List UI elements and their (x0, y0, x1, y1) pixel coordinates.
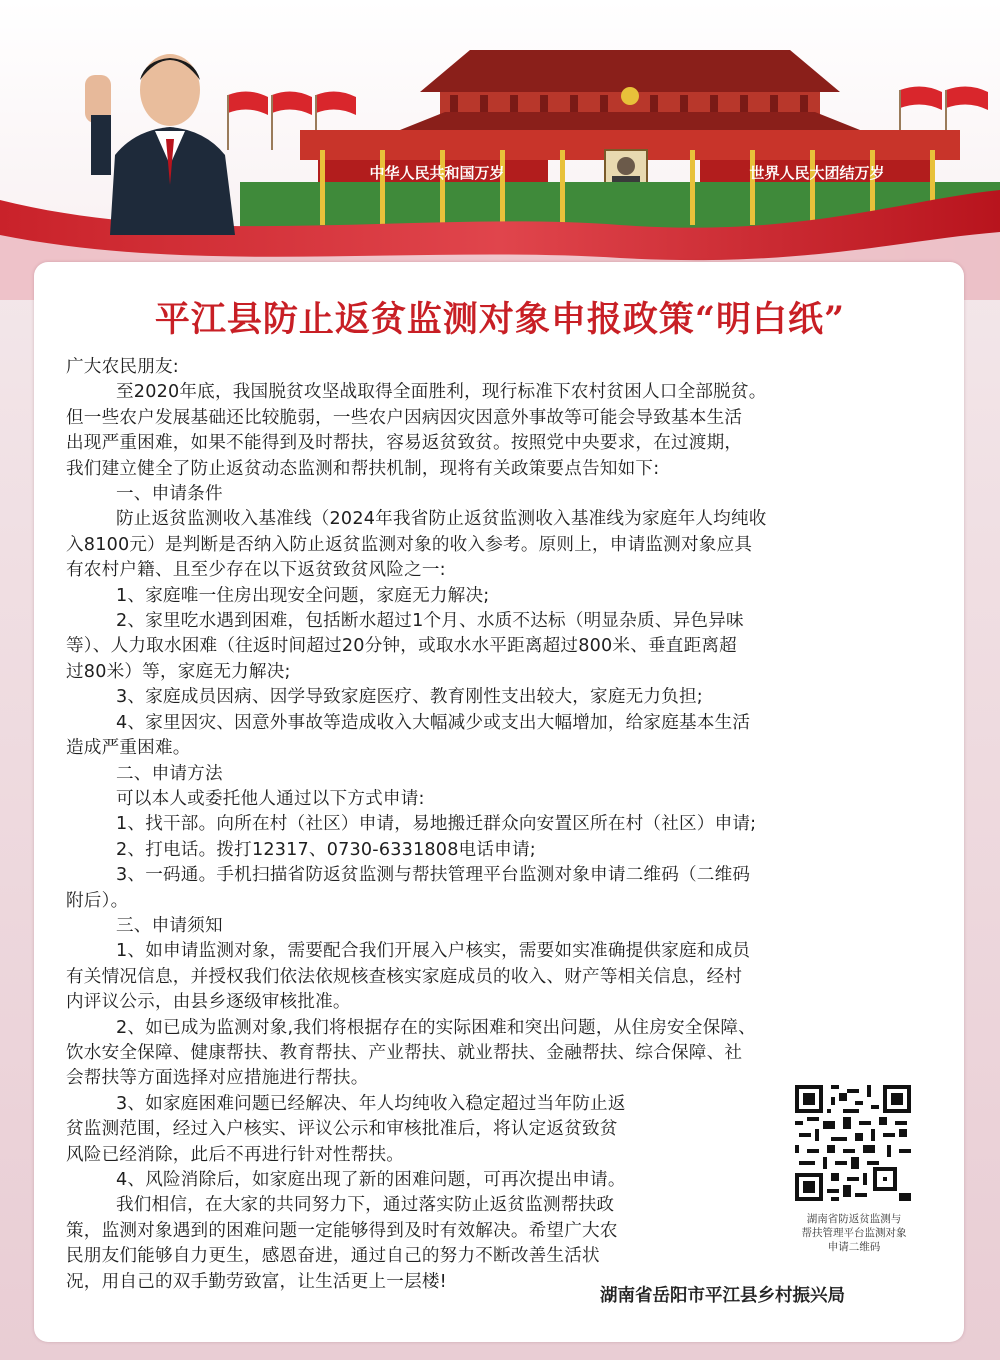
intro-line: 我们建立健全了防止返贫动态监测和帮扶机制，现将有关政策要点告知如下: (66, 458, 660, 479)
body-line: 策，监测对象遇到的困难问题一定能够得到及时有效解决。希望广大农 (66, 1220, 618, 1241)
body-line: 3、如家庭困难问题已经解决、年人均纯收入稳定超过当年防止返 (116, 1093, 626, 1114)
body-line: 有农村户籍、且至少存在以下返贫致贫风险之一: (66, 560, 446, 581)
body-line: 1、找干部。向所在村（社区）申请，易地搬迁群众向安置区所在村（社区）申请; (116, 814, 757, 835)
section-heading-notice: 三、申请须知 (116, 915, 223, 936)
qr-caption (782, 1212, 926, 1254)
intro-line: 但一些农户发展基础还比较脆弱，一些农户因病因灾因意外事故等可能会导致基本生活 (66, 407, 743, 428)
intro-line: 出现严重困难，如果不能得到及时帮扶，容易返贫致贫。按照党中央要求，在过渡期， (66, 433, 743, 454)
body-line: 1、如申请监测对象，需要配合我们开展入户核实，需要如实准确提供家庭和成员 (116, 941, 751, 962)
body-line: 民朋友们能够自力更生，感恩奋进，通过自己的努力不断改善生活状 (66, 1246, 600, 1267)
body-line: 附后）。 (66, 890, 129, 911)
body-line: 内评议公示，由县乡逐级审核批准。 (66, 992, 351, 1013)
section-heading-conditions: 一、申请条件 (116, 484, 223, 505)
left-slogan: 中华人民共和国万岁 (369, 164, 505, 182)
body-line: 防止返贫监测收入基准线（2024年我省防止返贫监测收入基准线为家庭年人均纯收 (116, 509, 767, 530)
intro-line: 至2020年底，我国脱贫攻坚战取得全面胜利，现行标准下农村贫困人口全部脱贫。 (116, 382, 767, 403)
body-line: 我们相信，在大家的共同努力下，通过落实防止返贫监测帮扶政 (116, 1195, 615, 1216)
body-line: 2、如已成为监测对象,我们将根据存在的实际困难和突出问题，从住房安全保障、 (116, 1017, 756, 1038)
body-line: 入8100元）是判断是否纳入防止返贫监测对象的收入参考。原则上，申请监测对象应具 (66, 534, 753, 555)
section-heading-methods: 二、申请方法 (116, 763, 223, 784)
qr-code[interactable] (795, 1085, 911, 1201)
issuer-signature: 湖南省岳阳市平江县乡村振兴局 (600, 1286, 845, 1306)
body-line: 1、家庭唯一住房出现安全问题，家庭无力解决; (116, 585, 490, 606)
body-line: 4、家里因灾、因意外事故等造成收入大幅减少或支出大幅增加，给家庭基本生活 (116, 712, 751, 733)
body-line: 风险已经消除，此后不再进行针对性帮扶。 (66, 1144, 405, 1165)
waving-leader-photo (55, 35, 265, 235)
body-line: 过80米）等，家庭无力解决; (66, 661, 291, 682)
body-line: 造成严重困难。 (66, 738, 191, 759)
qr-caption-line: 申请二维码 (827, 1241, 881, 1253)
body-line: 3、家庭成员因病、因学导致家庭医疗、教育刚性支出较大，家庭无力负担; (116, 687, 703, 708)
greeting: 广大农民朋友: (66, 357, 179, 377)
qr-caption-line: 帮扶管理平台监测对象 (801, 1227, 907, 1239)
qr-caption-line: 湖南省防返贫监测与 (806, 1213, 902, 1225)
body-line: 4、风险消除后，如家庭出现了新的困难问题，可再次提出申请。 (116, 1170, 626, 1190)
body-line: 会帮扶等方面选择对应措施进行帮扶。 (66, 1068, 369, 1089)
header-banner (0, 0, 1000, 300)
body-line: 可以本人或委托他人通过以下方式申请: (116, 788, 425, 809)
body-line: 等）、人力取水困难（往返时间超过20分钟，或取水水平距离超过800米、垂直距离超 (66, 636, 737, 657)
narrow-column (66, 1092, 746, 1295)
body-line: 3、一码通。手机扫描省防返贫监测与帮扶管理平台监测对象申请二维码（二维码 (116, 865, 751, 886)
body-line: 2、打电话。拨打12317、0730-6331808电话申请; (116, 839, 536, 860)
body-line: 况，用自己的双手勤劳致富，让生活更上一层楼! (66, 1271, 447, 1292)
body-line: 2、家里吃水遇到困难，包括断水超过1个月、水质不达标（明显杂质、异色异味 (116, 611, 744, 632)
body-line: 贫监测范围，经过入户核实、评议公示和审核批准后，将认定返贫致贫 (66, 1119, 618, 1140)
document-title: 平江县防止返贫监测对象申报政策“明白纸” (154, 299, 846, 340)
right-slogan: 世界人民大团结万岁 (749, 164, 885, 182)
body-line: 有关情况信息，并授权我们依法依规核查核实家庭成员的收入、财产等相关信息，经村 (66, 966, 743, 987)
body-line: 饮水安全保障、健康帮扶、教育帮扶、产业帮扶、就业帮扶、金融帮扶、综合保障、社 (66, 1042, 743, 1063)
